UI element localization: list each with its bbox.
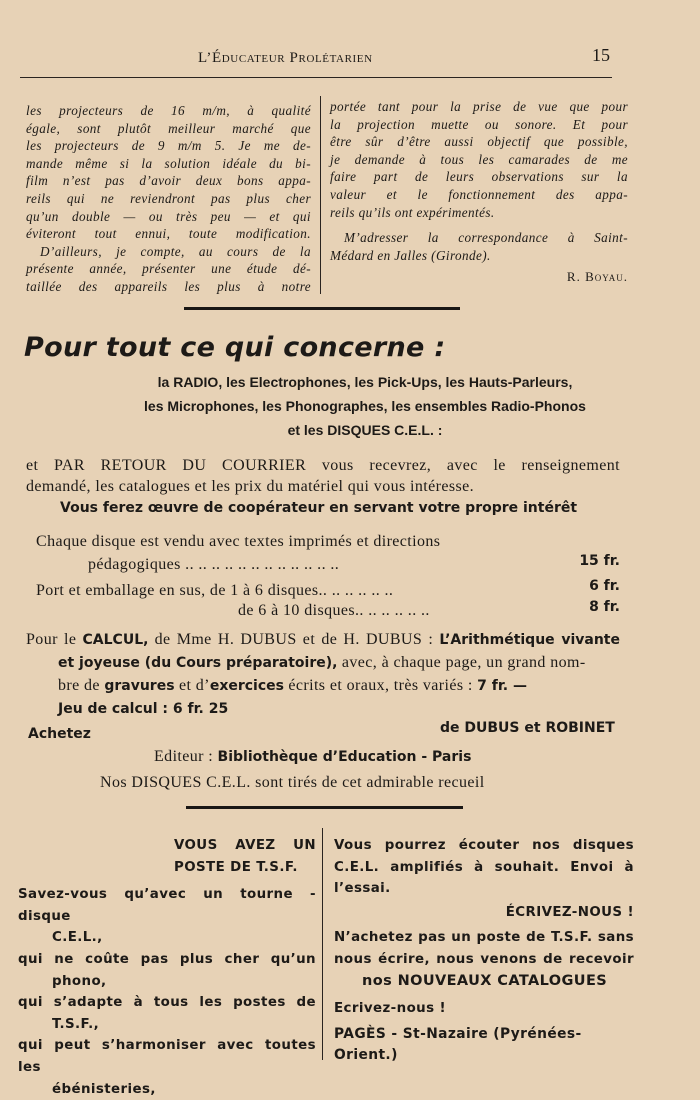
tsf-line: Vous pourrez écouter nos disques	[334, 838, 634, 853]
tsf-left-column	[18, 835, 316, 1100]
calc-text: Pour le	[26, 631, 83, 648]
calc-keyword: CALCUL,	[82, 632, 149, 648]
article-line: reils qui ne reviendront pas plus cher	[26, 190, 311, 206]
calc-text: avec, à chaque page, un grand nom-	[337, 654, 586, 671]
ecrivez-heading: ÉCRIVEZ-NOUS !	[505, 904, 634, 920]
product-line: les Microphones, les Phonographes, les ensembles Radio-Phonos	[144, 398, 586, 414]
running-header-title: L’Éducateur Prolétarien	[198, 50, 373, 66]
catalogues-line: nos NOUVEAUX CATALOGUES	[362, 972, 608, 989]
article-right-column	[330, 98, 628, 286]
article-line: film n’est pas d’avoir deux bons appa-	[26, 173, 311, 189]
tsf-line: T.S.F.,	[52, 1016, 100, 1032]
ad-retour-line: et PAR RETOUR DU COURRIER vous recevrez, avec le renseignement	[26, 457, 620, 474]
ad-product-list	[100, 370, 630, 442]
article-signature: R. Boyau.	[566, 269, 628, 285]
ad-cooperation-slogan: Vous ferez œuvre de coopérateur en servant votre propre intérêt	[60, 500, 578, 516]
tsf-line: Savez-vous qu’avec un tourne - disque	[18, 887, 316, 924]
tsf-line: l’essai.	[334, 881, 391, 897]
calc-text: de Mme H. DUBUS et de H. DUBUS :	[148, 631, 440, 648]
editor-label: Editeur :	[154, 748, 218, 765]
tsf-right-column	[334, 835, 634, 1067]
article-line: qu’un double — ou très peu — et qui	[26, 208, 311, 224]
calc-text: écrits et oraux, très variés :	[283, 677, 478, 694]
column-divider	[320, 96, 321, 294]
calc-keyword: exercices	[209, 678, 284, 694]
article-line: D’ailleurs, je compte, au cours de la	[40, 243, 311, 259]
price-value: 6 fr.	[589, 578, 620, 594]
ad-retour-line: demandé, les catalogues et les prix du matériel qui vous intéresse.	[26, 478, 475, 495]
calc-game-price: Jeu de calcul : 6 fr. 25	[58, 701, 229, 717]
article-line: les projecteurs de 9 m/m 5. Je me de-	[26, 138, 311, 154]
tsf-heading: VOUS AVEZ UN	[174, 838, 316, 853]
page-number: 15	[592, 45, 610, 65]
calc-paragraph	[26, 628, 620, 720]
tsf-line: qui s’adapte à tous les postes de	[18, 995, 316, 1011]
disques-note: Nos DISQUES C.E.L. sont tirés de cet admirable recueil	[100, 774, 485, 791]
achetez-label: Achetez	[28, 726, 91, 742]
price-desc: Chaque disque est vendu avec textes imprimés et directions	[36, 533, 441, 550]
article-line: présente année, présenter une étude dé-	[26, 261, 311, 277]
tsf-line: phono,	[52, 973, 107, 989]
price-value: 15 fr.	[579, 553, 620, 569]
tsf-line: ébénisteries,	[52, 1081, 156, 1097]
header-rule	[20, 77, 612, 78]
ecrivez-line: Ecrivez-nous !	[334, 1001, 447, 1017]
contact-line: PAGÈS - St-Nazaire (Pyrénées-Orient.)	[334, 1025, 582, 1064]
price-desc: de 6 à 10 disques.. .. .. .. .. ..	[238, 602, 430, 619]
tsf-line: nous écrire, nous venons de recevoir	[334, 951, 634, 967]
tsf-line: qui peut s’harmoniser avec toutes les	[18, 1038, 316, 1075]
article-line: reils qu’ils ont expérimentés.	[330, 204, 495, 220]
article-line: je demande à tous les camarades de me	[330, 151, 628, 167]
product-line: la RADIO, les Electrophones, les Pick-Ups, les Hauts-Parleurs,	[157, 374, 573, 390]
editor-line	[154, 746, 471, 766]
tsf-heading: POSTE DE T.S.F.	[174, 859, 298, 875]
section-separator	[186, 806, 463, 809]
tsf-line: C.E.L. amplifiés à souhait. Envoi à	[334, 859, 634, 875]
article-line: portée tant pour la prise de vue que pour	[330, 99, 628, 114]
book-title: et joyeuse (du Cours préparatoire),	[58, 655, 338, 671]
article-line: taillée des appareils les plus à notre	[26, 278, 311, 294]
article-line: être sûr d’être aussi objectif que possible,	[330, 134, 628, 150]
price-desc: pédagogiques .. .. .. .. .. .. .. .. .. .. .. ..	[88, 556, 340, 573]
article-line: éviteront tout ennui, toute modification.	[26, 226, 311, 242]
book-authors: de DUBUS et ROBINET	[440, 720, 615, 736]
editor-name: Bibliothèque d’Education - Paris	[217, 749, 472, 765]
ad-headline: Pour tout ce qui concerne :	[24, 332, 446, 363]
article-line: mande même si la solution idéale du bi-	[26, 155, 311, 171]
column-divider	[322, 828, 323, 1060]
calc-text: bre de	[58, 677, 105, 694]
address-line: Médard en Jalles (Gironde).	[330, 247, 491, 263]
calc-price: 7 fr. —	[477, 678, 527, 694]
price-desc: Port et emballage en sus, de 1 à 6 disques.. .. .. .. .. ..	[36, 582, 394, 599]
product-line: et les DISQUES C.E.L. :	[287, 422, 443, 438]
article-line: faire part de leurs observations sur la	[330, 169, 628, 185]
section-separator	[184, 307, 460, 310]
tsf-line: C.E.L.,	[52, 930, 103, 946]
calc-keyword: gravures	[104, 678, 175, 694]
tsf-line: N’achetez pas un poste de T.S.F. sans	[334, 930, 634, 946]
article-line: égale, sont plutôt meilleur marché que	[26, 120, 311, 136]
price-value: 8 fr.	[589, 599, 620, 615]
article-line: la projection muette ou sonore. Et pour	[330, 116, 628, 132]
article-line: valeur et le fonctionnement des appa-	[330, 186, 628, 202]
book-title: L’Arithmétique vivante	[439, 632, 620, 648]
tsf-line: qui ne coûte pas plus cher qu’un	[18, 951, 316, 967]
calc-text: et d’	[174, 677, 210, 694]
address-line: M’adresser la correspondance à Saint-	[344, 230, 628, 246]
article-line: les projecteurs de 16 m/m, à qualité	[26, 103, 311, 118]
article-left-column	[26, 102, 311, 296]
